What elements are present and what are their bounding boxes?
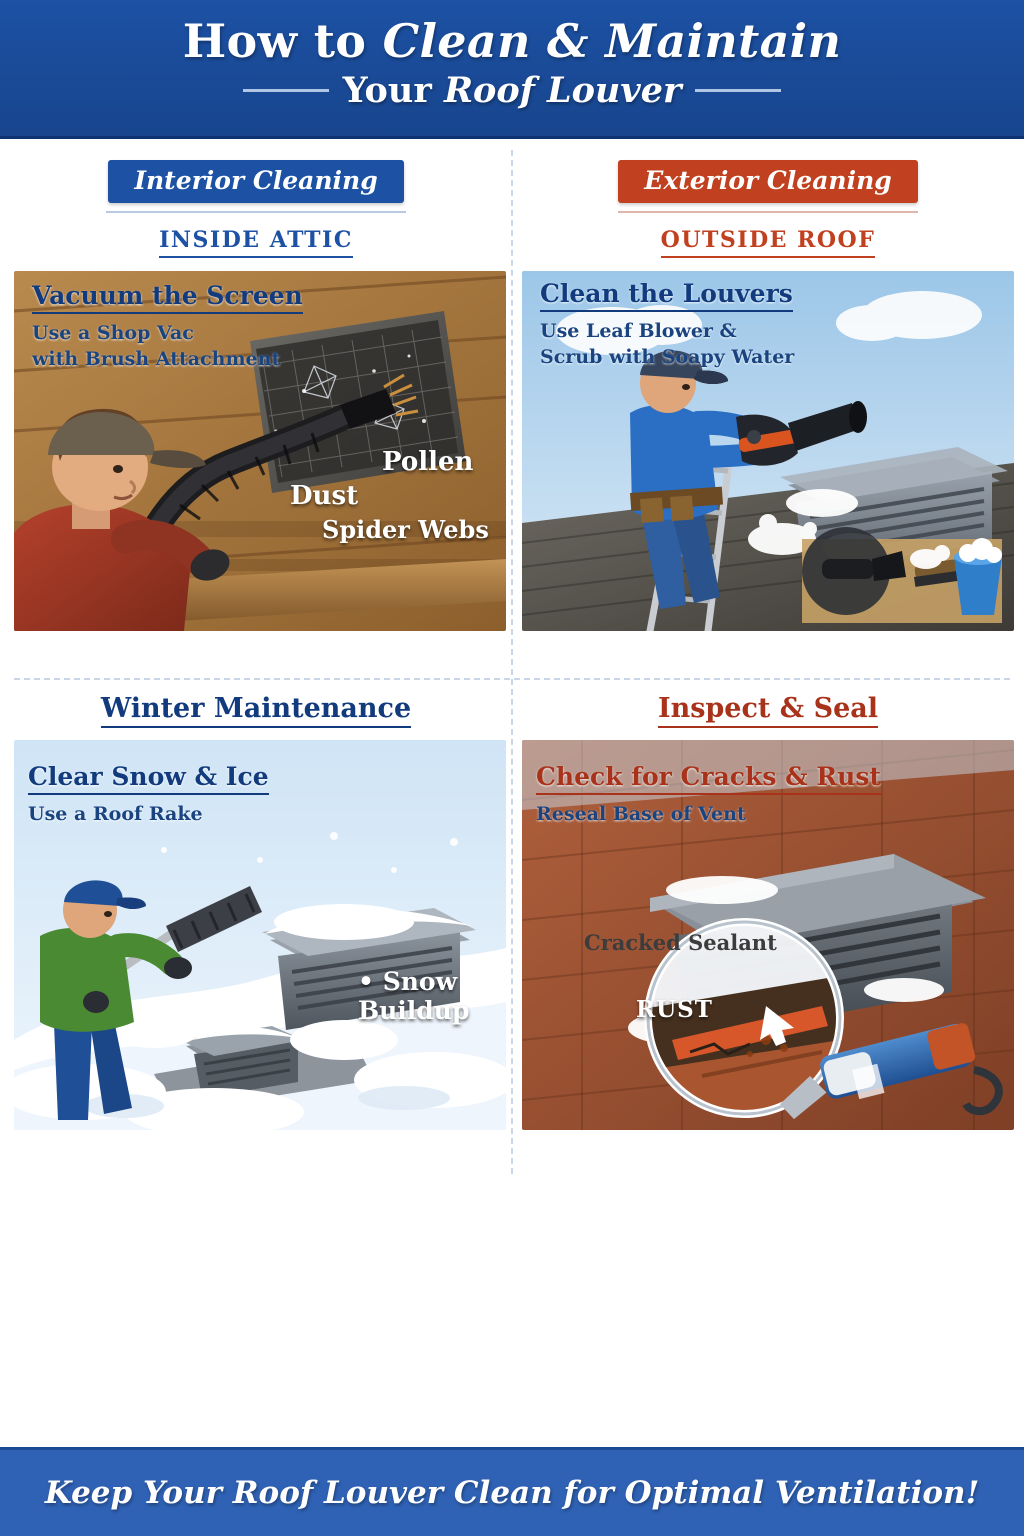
- callout-snow-buildup: • Snow Buildup: [358, 967, 470, 1025]
- panel-banner-exterior: Exterior Cleaning: [618, 160, 917, 203]
- illustration-inspect-seal: [522, 740, 1014, 1130]
- winter-scene-svg: [14, 740, 506, 1130]
- callout-snow-buildup-text: Snow Buildup: [358, 967, 470, 1025]
- panel-exterior-cleaning: [512, 136, 1024, 663]
- panel-interior-cleaning: [0, 136, 512, 663]
- page-subtitle-part1: Your: [342, 70, 444, 111]
- panel-banner-interior: Interior Cleaning: [108, 160, 403, 203]
- callout-pollen: Pollen: [382, 447, 474, 477]
- illustration-exterior-roof: [522, 271, 1014, 631]
- panel-grid: [0, 136, 1024, 1190]
- banner-rule-exterior: [618, 211, 918, 213]
- illustration-interior-attic: [14, 271, 506, 631]
- callout-rust: RUST: [636, 996, 713, 1023]
- subtitle-rule-right: [695, 89, 781, 92]
- page-header: [0, 0, 1024, 139]
- panel2-line2: Scrub with Soapy Water: [540, 346, 795, 368]
- panel4-heading: Check for Cracks & Rust: [536, 762, 881, 795]
- banner-wrap-inspect: [512, 663, 1024, 728]
- panel4-line1: Reseal Base of Vent: [536, 803, 746, 825]
- callout-dust: Dust: [290, 481, 359, 511]
- page-title-part2: Clean & Maintain: [382, 14, 842, 68]
- page-subtitle: [343, 70, 682, 111]
- banner-wrap-exterior: [512, 136, 1024, 213]
- panel2-line1: Use Leaf Blower &: [540, 320, 737, 342]
- footer-text: Keep Your Roof Louver Clean for Optimal Ventilation!: [44, 1475, 980, 1511]
- page-footer: [0, 1447, 1024, 1536]
- panel3-heading: Clear Snow & Ice: [28, 762, 269, 795]
- callout-cracked-sealant: Cracked Sealant: [584, 930, 777, 955]
- subtitle-rule-left: [243, 89, 329, 92]
- banner-wrap-interior: [0, 136, 512, 213]
- panel-sublabel-interior: INSIDE ATTIC: [0, 227, 512, 253]
- banner-rule-interior: [106, 211, 406, 213]
- panel1-line1: Use a Shop Vac: [32, 322, 194, 344]
- page-subtitle-row: [0, 70, 1024, 111]
- illustration-winter-roof: [14, 740, 506, 1130]
- panel1-line2: with Brush Attachment: [32, 348, 281, 370]
- panel2-heading: Clean the Louvers: [540, 279, 793, 312]
- panel-winter-maintenance: [0, 663, 512, 1190]
- page-title-part1: How to: [182, 14, 383, 68]
- panel-inspect-and-seal: [512, 663, 1024, 1190]
- panel1-heading: Vacuum the Screen: [32, 281, 303, 314]
- page-subtitle-part2: Roof Louver: [443, 70, 682, 111]
- panel3-line1: Use a Roof Rake: [28, 803, 203, 825]
- panel-banner-winter: Winter Maintenance: [101, 693, 411, 728]
- banner-wrap-winter: [0, 663, 512, 728]
- page-title: [0, 0, 1024, 68]
- panel-sublabel-exterior: OUTSIDE ROOF: [512, 227, 1024, 253]
- callout-spider-webs: Spider Webs: [322, 515, 489, 544]
- panel-banner-inspect: Inspect & Seal: [658, 693, 878, 728]
